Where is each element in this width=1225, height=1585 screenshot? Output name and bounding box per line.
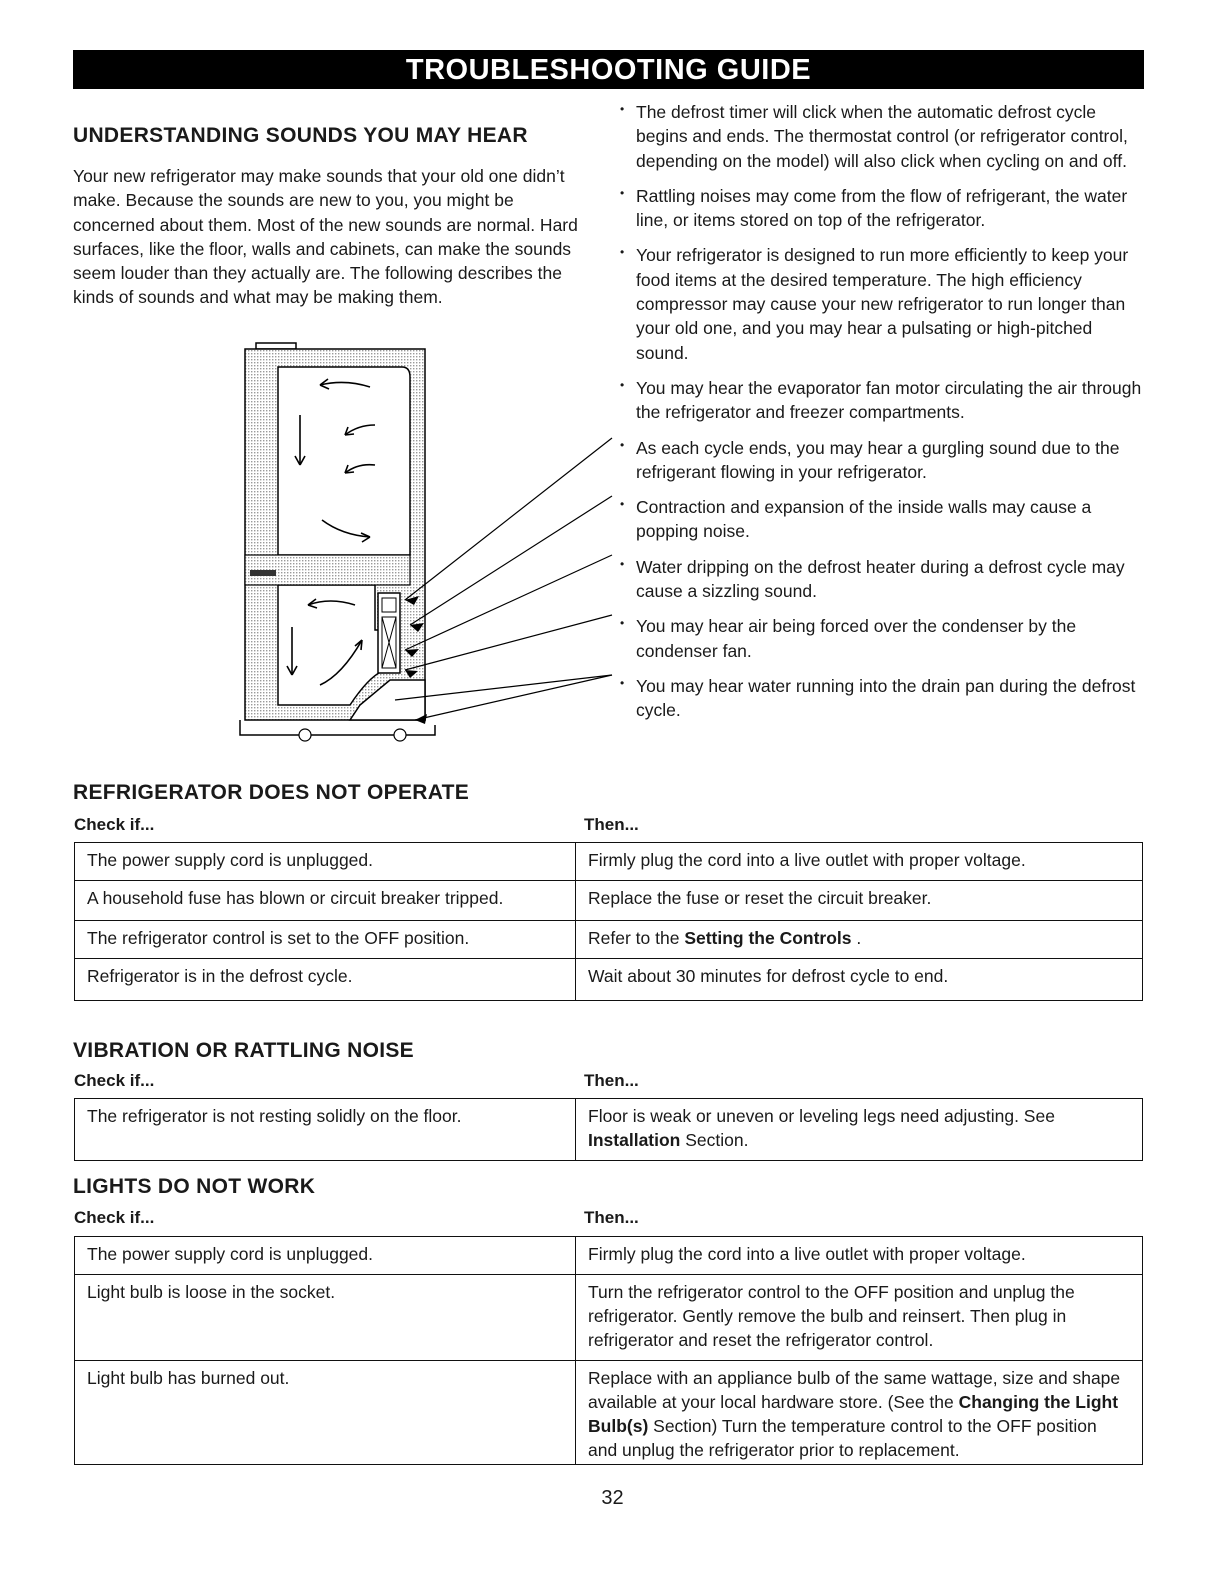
bullet-dot-icon: • xyxy=(620,185,625,200)
check-cell: A household fuse has blown or circuit breaker tripped. xyxy=(75,881,576,921)
sound-bullet xyxy=(620,614,1145,663)
then-text: Floor is weak or uneven or leveling legs need adjusting. See xyxy=(588,1106,1055,1126)
section-title-vibration: VIBRATION OR RATTLING NOISE xyxy=(73,1039,414,1062)
then-label: Then... xyxy=(584,1071,639,1090)
sound-bullet-text: You may hear water running into the drain pan during the defrost cycle. xyxy=(636,675,1136,721)
check-if-label: Check if... xyxy=(74,1208,155,1227)
sound-bullet-text: As each cycle ends, you may hear a gurgling sound due to the refrigerant flowing in your refrigerator. xyxy=(636,437,1120,482)
refrigerator-cutaway-diagram xyxy=(230,335,450,755)
check-cell: The power supply cord is unplugged. xyxy=(75,1237,576,1275)
sound-bullet xyxy=(620,376,1145,425)
bullet-dot-icon: • xyxy=(620,497,625,512)
page-number: 32 xyxy=(601,1487,624,1509)
fridge-cabinet xyxy=(240,343,435,741)
sounds-bullet-list xyxy=(620,100,1145,734)
then-cell xyxy=(576,1361,1143,1465)
table-row xyxy=(75,843,1143,881)
sounds-intro: Your new refrigerator may make sounds that your old one didn’t make. Because the sounds are new to you, you might be concerned about them. Most of the new sounds are normal. Hard surfaces, like the floor, walls and cabinets, can make the sounds seem louder than they actually are. The following describes the kinds of sounds and what may be making them. xyxy=(73,166,578,308)
then-label: Then... xyxy=(584,815,639,834)
then-cell: Wait about 30 minutes for defrost cycle to end. xyxy=(576,959,1143,1001)
lights-table xyxy=(74,1236,1143,1465)
then-cell xyxy=(576,921,1143,959)
then-text: Refer to the xyxy=(588,928,685,948)
sound-bullet xyxy=(620,100,1145,173)
sound-bullet-text: Water dripping on the defrost heater during a defrost cycle may cause a sizzling sound. xyxy=(636,556,1125,602)
sound-bullet-text: Rattling noises may come from the flow of refrigerant, the water line, or items stored on top of the refrigerator. xyxy=(636,185,1128,231)
then-cell: Turn the refrigerator control to the OFF position and unplug the refrigerator. Gently remove the bulb and reinsert. Then plug in refrigerator and reset the refrigerator control. xyxy=(576,1275,1143,1361)
sound-bullet-text: Your refrigerator is designed to run more efficiently to keep your food items at the desired temperature. The high efficiency compressor may cause your new refrigerator to run longer than your old one, and you may hear a pulsating or high-pitched sound. xyxy=(636,245,1129,363)
check-if-label: Check if... xyxy=(74,815,155,834)
table-row xyxy=(75,881,1143,921)
section-title-not-operate: REFRIGERATOR DOES NOT OPERATE xyxy=(73,781,470,804)
page-banner: TROUBLESHOOTING GUIDE xyxy=(73,50,1144,89)
bullet-dot-icon: • xyxy=(620,437,625,452)
table-row xyxy=(75,959,1143,1001)
then-cell: Firmly plug the cord into a live outlet with proper voltage. xyxy=(576,1237,1143,1275)
check-cell: The refrigerator is not resting solidly on the floor. xyxy=(75,1099,576,1161)
check-cell: Refrigerator is in the defrost cycle. xyxy=(75,959,576,1001)
sound-bullet xyxy=(620,495,1145,544)
sound-bullet-text: Contraction and expansion of the inside walls may cause a popping noise. xyxy=(636,497,1092,542)
sound-bullet-text: The defrost timer will click when the automatic defrost cycle begins and ends. The thermostat control (or refrigerator control, depending on the model) will also click when cycling on and off. xyxy=(636,102,1128,171)
light-bulb-reference: Changing the Light Bulb(s) xyxy=(588,1392,1119,1436)
table-row xyxy=(75,921,1143,959)
not-operate-table xyxy=(74,842,1143,1001)
bullet-dot-icon: • xyxy=(620,616,625,631)
sound-bullet xyxy=(620,674,1145,723)
sound-bullet xyxy=(620,184,1145,233)
bullet-dot-icon: • xyxy=(620,675,625,690)
sound-bullet xyxy=(620,436,1145,485)
sound-bullet-text: You may hear the evaporator fan motor circulating the air through the refrigerator and freezer compartments. xyxy=(636,377,1142,423)
then-text: . xyxy=(851,928,862,948)
table-row xyxy=(75,1099,1143,1161)
check-cell: The refrigerator control is set to the OFF position. xyxy=(75,921,576,959)
check-if-label: Check if... xyxy=(74,1071,155,1090)
table-row xyxy=(75,1275,1143,1361)
check-cell: Light bulb is loose in the socket. xyxy=(75,1275,576,1361)
then-cell: Firmly plug the cord into a live outlet with proper voltage. xyxy=(576,843,1143,881)
bullet-dot-icon: • xyxy=(620,556,625,571)
setting-controls-reference: Setting the Controls xyxy=(684,928,852,948)
sound-bullet-text: You may hear air being forced over the condenser by the condenser fan. xyxy=(636,616,1077,661)
sound-bullet xyxy=(620,243,1145,364)
then-cell xyxy=(576,1099,1143,1161)
then-cell: Replace the fuse or reset the circuit breaker. xyxy=(576,881,1143,921)
bullet-dot-icon: • xyxy=(620,377,625,392)
then-text: Section. xyxy=(680,1130,749,1150)
sound-bullet xyxy=(620,555,1145,604)
vibration-table xyxy=(74,1098,1143,1161)
bullet-dot-icon: • xyxy=(620,245,625,260)
sounds-heading: UNDERSTANDING SOUNDS YOU MAY HEAR xyxy=(73,124,528,147)
bullet-dot-icon: • xyxy=(620,102,625,116)
check-cell: The power supply cord is unplugged. xyxy=(75,843,576,881)
then-label: Then... xyxy=(584,1208,639,1227)
section-title-lights: LIGHTS DO NOT WORK xyxy=(73,1175,316,1198)
table-row xyxy=(75,1361,1143,1465)
table-row xyxy=(75,1237,1143,1275)
check-cell: Light bulb has burned out. xyxy=(75,1361,576,1465)
then-text: Replace with an appliance bulb of the same wattage, size and shape available at your local hardware store. (See the xyxy=(588,1368,1121,1412)
then-text: Section) Turn the temperature control to the OFF position and unplug the refrigerator prior to replacement. xyxy=(588,1416,1097,1460)
installation-reference: Installation xyxy=(588,1130,681,1150)
